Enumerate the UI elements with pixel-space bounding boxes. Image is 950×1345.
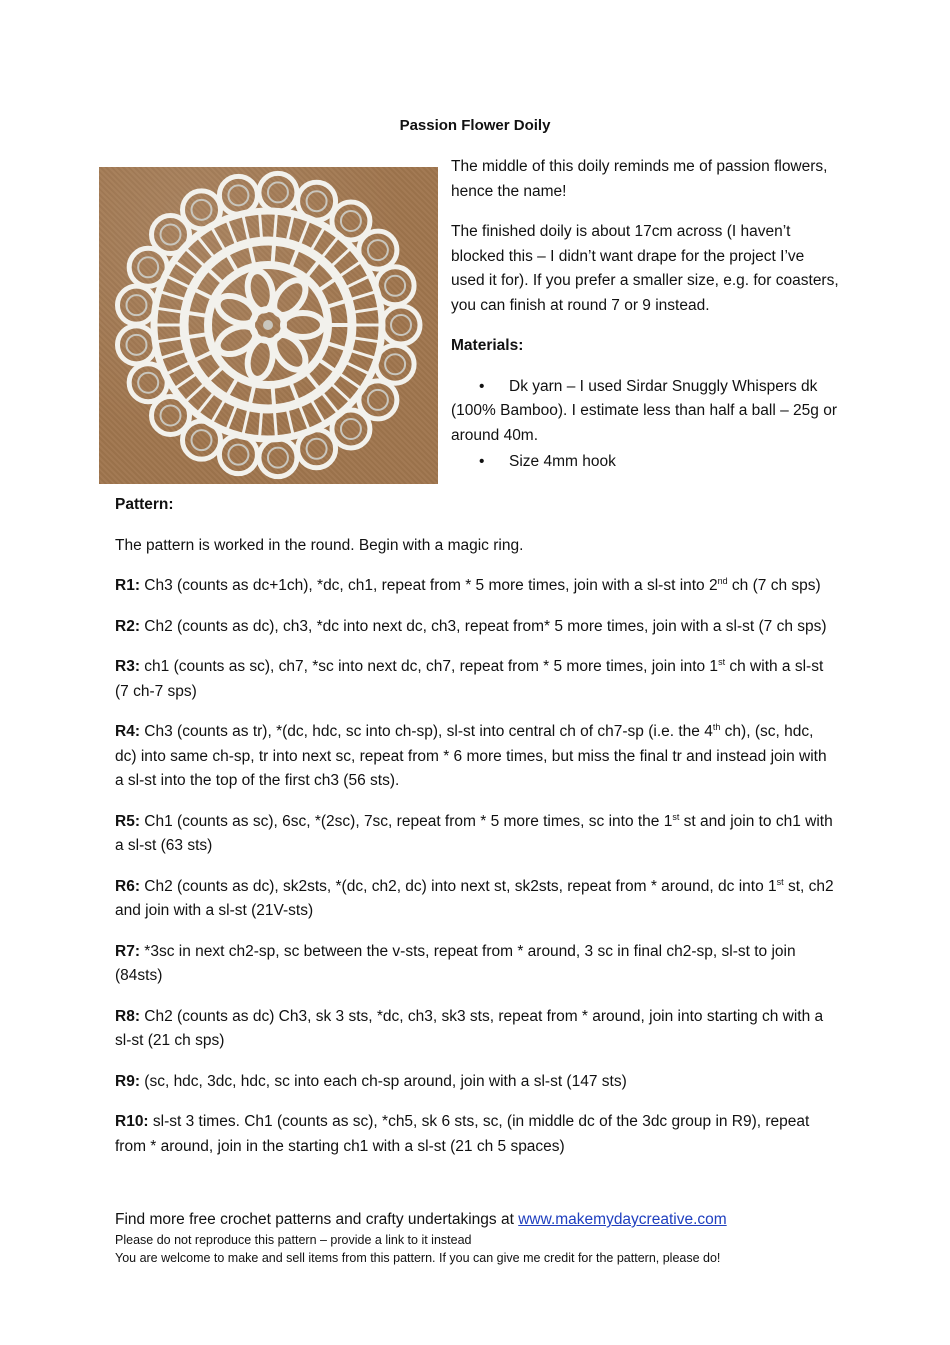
round-8: [115, 1005, 837, 1054]
round-label: R5:: [115, 812, 140, 830]
doily-spoke: [196, 290, 212, 298]
scallop: [259, 173, 297, 211]
round-label: R2:: [115, 617, 140, 635]
doily-spoke: [327, 301, 344, 306]
scallop: [259, 439, 297, 477]
scallop-inner: [307, 191, 327, 211]
scallop: [117, 286, 155, 324]
ordinal-suffix: st: [718, 657, 726, 667]
bullet-icon: •: [479, 377, 485, 395]
copyright-note: Please do not reproduce this pattern – provide a link to it instead: [115, 1233, 472, 1247]
usage-note: You are welcome to make and sell items from this pattern. If you can give me credit for the pattern, please do!: [115, 1251, 721, 1265]
doily-spoke: [291, 251, 298, 268]
pattern-section: [115, 493, 837, 1159]
round-text: Ch2 (counts as dc) Ch3, sk 3 sts, *dc, ch3, sk3 sts, repeat from * around, join into starting ch with a sl-st (21 ch sps): [115, 1007, 824, 1049]
scallop-inner: [341, 211, 361, 231]
round-label: R1:: [115, 577, 140, 594]
doily-spoke: [196, 352, 212, 360]
ordinal-suffix: st: [672, 811, 680, 822]
round-5: [115, 810, 837, 859]
website-link[interactable]: www.makemydaycreative.com: [518, 1211, 727, 1228]
scallop-inner: [138, 373, 158, 393]
doily-photo: [99, 167, 438, 484]
materials-item: [451, 450, 841, 475]
scallop-inner: [268, 182, 288, 202]
scallop-inner: [126, 335, 146, 355]
round-label: R4:: [115, 723, 140, 740]
doily-spoke: [228, 256, 237, 272]
round-3: [115, 655, 837, 704]
doily-spoke: [291, 383, 298, 400]
intro-section: [451, 155, 841, 475]
doily-spoke: [189, 334, 207, 337]
materials-heading: Materials:: [451, 337, 524, 354]
scallop-inner: [368, 240, 388, 260]
scallop-inner: [385, 354, 405, 374]
doily-spoke: [250, 385, 254, 403]
pattern-heading: Pattern:: [115, 496, 174, 513]
round-text: ch (7 ch sps): [727, 577, 821, 594]
doily-spoke: [273, 387, 274, 405]
doily-illustration: [99, 167, 438, 484]
round-label: R9:: [115, 1072, 140, 1090]
round-text: st and join to ch1 with a sl-st (63 sts): [115, 812, 833, 854]
round-label: R7:: [115, 942, 140, 960]
doily-center-hole: [263, 320, 273, 330]
intro-paragraph-1: The middle of this doily reminds me of passion flowers, hence the name!: [451, 158, 828, 200]
doily-spoke: [273, 245, 274, 263]
scallop: [219, 436, 257, 474]
round-text: ch1 (counts as sc), ch7, *sc into next dc, ch7, repeat from * 5 more times, join into 1: [139, 658, 719, 675]
page-title: Passion Flower Doily: [399, 117, 551, 134]
scallop-inner: [341, 419, 361, 439]
round-text: Ch3 (counts as dc+1ch), *dc, ch1, repeat from * 5 more times, join with a sl-st into 2: [139, 577, 718, 594]
footer-text: Find more free crochet patterns and crafty undertakings at: [115, 1211, 519, 1228]
materials-item: [451, 375, 841, 449]
round-6: [115, 875, 837, 924]
doily-spoke: [209, 367, 222, 379]
round-10: [115, 1110, 837, 1159]
doily-spoke: [307, 262, 318, 276]
round-text: *3sc in next ch2-sp, sc between the v-sts, repeat from * around, 3 sc in final ch2-sp, sl-st to join (84sts): [115, 942, 796, 984]
materials-list: [451, 375, 841, 475]
round-text: ch), (sc, hdc, dc) into same ch-sp, tr into next sc, repeat from * 6 more times, but miss the final tr and instead join with a sl-st into the top of the first ch3 (56 sts).: [115, 723, 827, 789]
scallop-inner: [228, 185, 248, 205]
round-text: ch with a sl-st (7 ch-7 sps): [115, 658, 824, 700]
scallop: [117, 326, 155, 364]
round-text: Ch2 (counts as dc), sk2sts, *(dc, ch2, dc) into next st, sk2sts, repeat from * around, dc into 1: [139, 877, 777, 895]
round-text: sl-st 3 times. Ch1 (counts as sc), *ch5, sk 6 sts, sc, (in middle dc of the 3dc group in R9), repeat from * around, join in the starting ch1 with a sl-st (21 ch 5 spaces): [115, 1113, 810, 1155]
scallop-inner: [307, 439, 327, 459]
round-7: [115, 940, 837, 989]
scallop-inner: [192, 430, 212, 450]
doily-spoke: [319, 360, 334, 370]
bullet-icon: •: [479, 453, 485, 470]
ordinal-suffix: nd: [717, 576, 728, 586]
scallop-inner: [161, 405, 181, 425]
scallop-inner: [192, 200, 212, 220]
materials-item-text: Dk yarn – I used Sirdar Snuggly Whispers dk (100% Bamboo). I estimate less than half a ball – 25g or around 40m.: [451, 377, 837, 444]
doily-spoke: [189, 313, 207, 316]
scallop-inner: [138, 257, 158, 277]
scallop: [382, 306, 420, 344]
scallop-inner: [268, 448, 288, 468]
doily-spoke: [307, 373, 318, 387]
doily-spoke: [209, 271, 222, 283]
round-text: (sc, hdc, 3dc, hdc, sc into each ch-sp around, join with a sl-st (147 sts): [139, 1072, 627, 1090]
round-2: [115, 615, 837, 640]
doily-spoke: [228, 379, 237, 395]
doily-spoke: [327, 343, 344, 348]
footer-line: [115, 1209, 855, 1231]
footer: [115, 1209, 855, 1267]
scallop-inner: [161, 225, 181, 245]
scallop-inner: [391, 315, 411, 335]
round-label: R10:: [115, 1113, 149, 1130]
doily-spoke: [319, 280, 334, 290]
round-text: Ch2 (counts as dc), ch3, *dc into next dc, ch3, repeat from* 5 more times, join with a sl-st (7 ch sps): [139, 617, 827, 635]
scallop: [219, 176, 257, 214]
scallop-inner: [368, 390, 388, 410]
pattern-intro: The pattern is worked in the round. Begin with a magic ring.: [115, 536, 524, 554]
intro-paragraph-2: The finished doily is about 17cm across (I haven’t blocked this – I didn’t want drape for the project I’ve used it for). If you prefer a smaller size, e.g. for coasters, you can finish at round 7 or 9 instead.: [451, 223, 839, 314]
round-label: R6:: [115, 877, 140, 895]
round-label: R3:: [115, 658, 140, 675]
round-text: Ch3 (counts as tr), *(dc, hdc, sc into ch-sp), sl-st into central ch of ch7-sp (i.e. the 4: [139, 723, 713, 740]
round-label: R8:: [115, 1007, 140, 1025]
ordinal-suffix: th: [712, 722, 721, 732]
materials-item-text: Size 4mm hook: [509, 453, 616, 470]
scallop-inner: [228, 445, 248, 465]
round-1: [115, 574, 837, 599]
scallop-inner: [385, 276, 405, 296]
round-text: Ch1 (counts as sc), 6sc, *(2sc), 7sc, repeat from * 5 more times, sc into the 1: [139, 812, 673, 830]
round-text: st, ch2 and join with a sl-st (21V-sts): [115, 877, 834, 919]
doily-spoke: [250, 247, 254, 265]
ordinal-suffix: st: [776, 876, 784, 887]
round-9: [115, 1070, 837, 1095]
scallop-inner: [126, 295, 146, 315]
round-4: [115, 720, 837, 794]
